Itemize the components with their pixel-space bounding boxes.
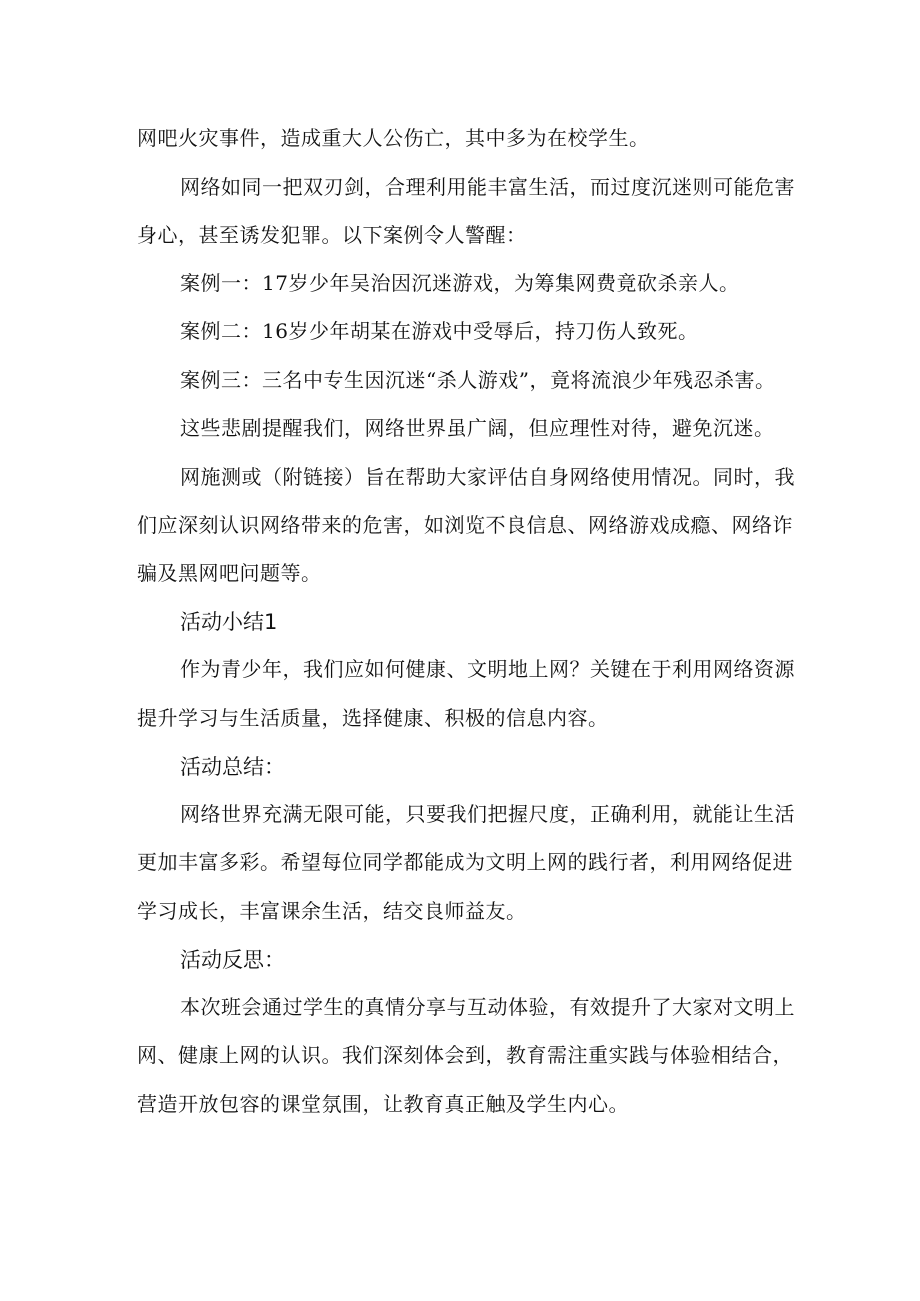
section-heading: 活动小结1	[180, 610, 278, 634]
paragraph-line: 更加丰富多彩。希望每位同学都能成为文明上网的践行者，利用网络促进	[137, 850, 793, 874]
paragraph-line: 网络世界充满无限可能，只要我们把握尺度，正确利用，就能让生活	[180, 802, 795, 826]
paragraph-line: 营造开放包容的课堂氛围，让教育真正触及学生内心。	[137, 1092, 629, 1116]
paragraph-line: 网、健康上网的认识。我们深刻体会到，教育需注重实践与体验相结合，	[137, 1043, 793, 1067]
section-heading: 活动总结：	[180, 755, 285, 779]
paragraph-line: 网络如同一把双刃剑，合理利用能丰富生活，而过度沉迷则可能危害	[180, 175, 795, 199]
paragraph-line: 学习成长，丰富课余生活，结交良师益友。	[137, 899, 527, 923]
paragraph-line: 身心，甚至诱发犯罪。以下案例令人警醒：	[137, 223, 527, 247]
paragraph-line: 网施测或（附链接）旨在帮助大家评估自身网络使用情况。同时，我	[180, 465, 795, 489]
paragraph-line: 作为青少年，我们应如何健康、文明地上网？关键在于利用网络资源	[180, 657, 795, 681]
case-line: 案例一：17岁少年吴治因沉迷游戏，为筹集网费竟砍杀亲人。	[180, 271, 740, 295]
paragraph-line: 们应深刻认识网络带来的危害，如浏览不良信息、网络游戏成瘾、网络诈	[137, 513, 793, 537]
paragraph-line: 这些悲剧提醒我们，网络世界虽广阔，但应理性对待，避免沉迷。	[180, 416, 775, 440]
paragraph-line: 骗及黑网吧问题等。	[137, 561, 322, 585]
paragraph-line: 网吧火灾事件，造成重大人公伤亡，其中多为在校学生。	[137, 126, 650, 150]
paragraph-line: 提升学习与生活质量，选择健康、积极的信息内容。	[137, 706, 609, 730]
section-heading: 活动反思：	[180, 948, 285, 972]
case-line: 案例二：16岁少年胡某在游戏中受辱后，持刀伤人致死。	[180, 319, 699, 343]
case-line: 案例三：三名中专生因沉迷“杀人游戏”，竟将流浪少年残忍杀害。	[180, 368, 776, 392]
paragraph-line: 本次班会通过学生的真情分享与互动体验，有效提升了大家对文明上	[180, 995, 795, 1019]
